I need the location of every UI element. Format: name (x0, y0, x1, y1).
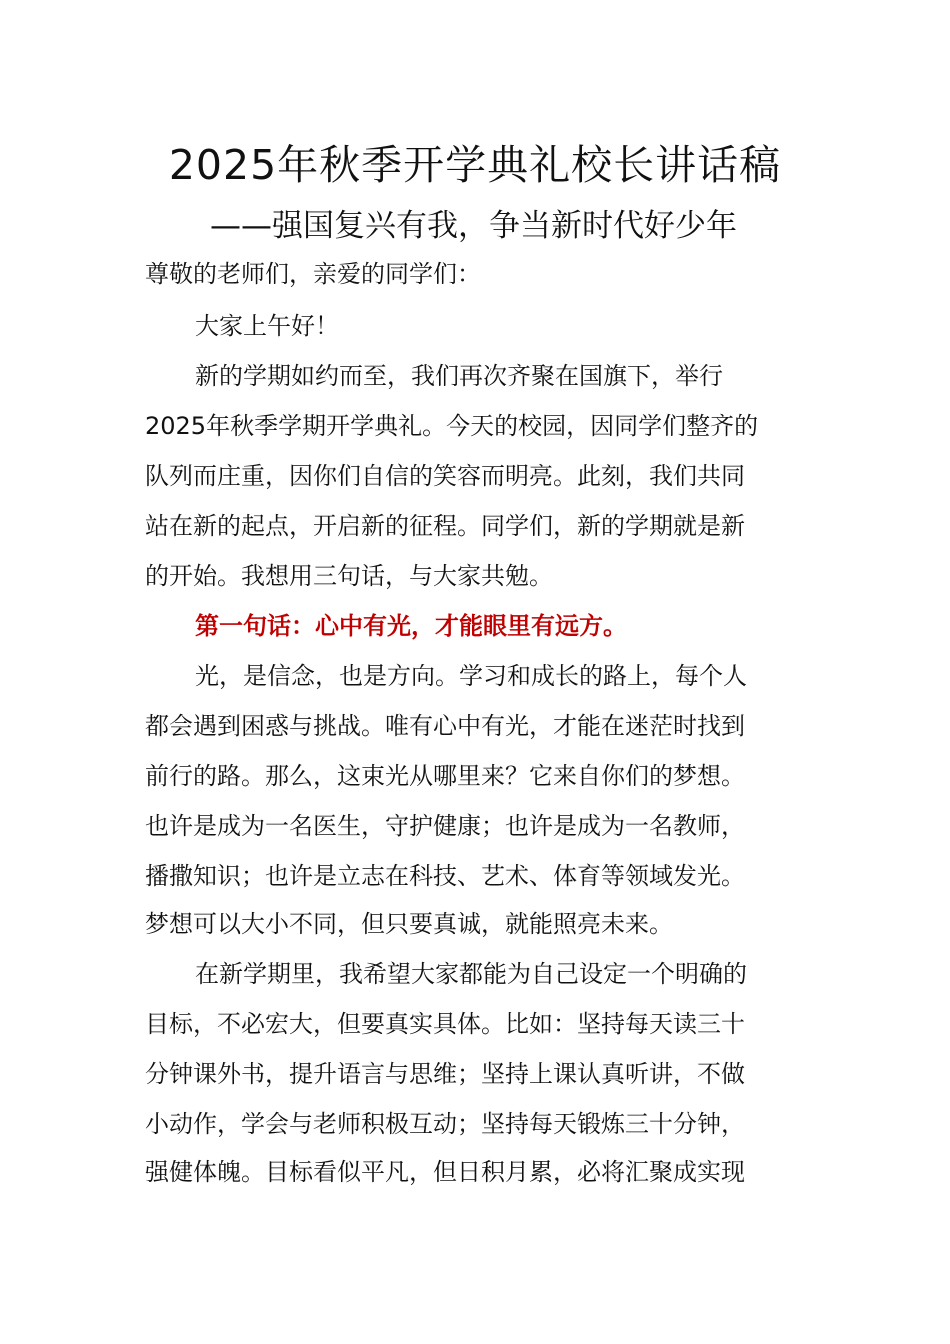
body-line: 梦想可以大小不同，但只要真诚，就能照亮未来。 (145, 910, 673, 938)
body-line: 的开始。我想用三句话，与大家共勉。 (145, 562, 553, 590)
body-line: 在新学期里，我希望大家都能为自己设定一个明确的 (195, 960, 747, 988)
body-line: 分钟课外书，提升语言与思维；坚持上课认真听讲，不做 (145, 1060, 745, 1088)
body-line: 小动作，学会与老师积极互动；坚持每天锻炼三十分钟， (145, 1110, 745, 1138)
body-line: 2025年秋季学期开学典礼。今天的校园，因同学们整齐的 (145, 412, 759, 440)
body-line: 也许是成为一名医生，守护健康；也许是成为一名教师， (145, 812, 745, 840)
body-line: 新的学期如约而至，我们再次齐聚在国旗下，举行 (195, 362, 723, 390)
body-line: 站在新的起点，开启新的征程。同学们，新的学期就是新 (145, 512, 745, 540)
body-line: 目标，不必宏大，但要真实具体。比如：坚持每天读三十 (145, 1010, 745, 1038)
document-subtitle: ——强国复兴有我，争当新时代好少年 (210, 208, 737, 244)
body-line: 播撒知识；也许是立志在科技、艺术、体育等领域发光。 (145, 862, 745, 890)
body-line: 前行的路。那么，这束光从哪里来？它来自你们的梦想。 (145, 762, 745, 790)
body-line: 队列而庄重，因你们自信的笑容而明亮。此刻，我们共同 (145, 462, 745, 490)
salutation: 尊敬的老师们，亲爱的同学们： (145, 260, 481, 288)
body-line: 光，是信念，也是方向。学习和成长的路上，每个人 (195, 662, 747, 690)
body-line: 强健体魄。目标看似平凡，但日积月累，必将汇聚成实现 (145, 1158, 745, 1186)
body-line: 都会遇到困惑与挑战。唯有心中有光，才能在迷茫时找到 (145, 712, 745, 740)
section-heading: 第一句话：心中有光，才能眼里有远方。 (195, 612, 627, 640)
greeting: 大家上午好！ (195, 312, 339, 340)
document-title: 2025年秋季开学典礼校长讲话稿 (168, 141, 782, 189)
